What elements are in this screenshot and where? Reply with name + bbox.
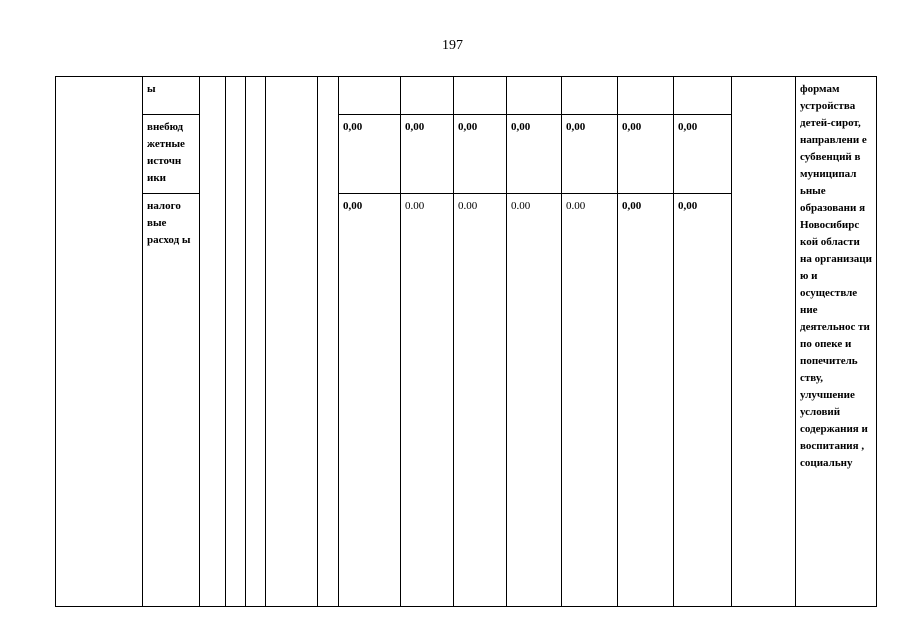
row-label: внебюд жетные источн ики <box>143 115 200 194</box>
empty-cell <box>200 77 226 607</box>
budget-table <box>55 76 877 607</box>
value-cell: 0,00 <box>507 115 562 194</box>
value-cell: 0,00 <box>618 115 674 194</box>
empty-cell <box>732 77 796 607</box>
value-cell: 0,00 <box>562 115 618 194</box>
value-cell: 0,00 <box>674 115 732 194</box>
value-cell: 0.00 <box>507 194 562 607</box>
value-cell <box>339 77 401 115</box>
value-cell <box>401 77 454 115</box>
description-cell: формам устройства детей-сирот, направлени е субвенций в муниципал ьные образовани я Новосибирс кой области на организаци ю и осуществле ние деятельнос ти по опеке и попечитель ству, улучшение условий содержания и воспитания , социальну <box>796 77 877 607</box>
row-label: налого вые расход ы <box>143 194 200 607</box>
value-cell: 0,00 <box>401 115 454 194</box>
value-cell: 0,00 <box>674 194 732 607</box>
value-cell <box>507 77 562 115</box>
table-row <box>56 77 877 115</box>
row-label: ы <box>143 77 200 115</box>
value-cell: 0.00 <box>454 194 507 607</box>
value-cell <box>674 77 732 115</box>
value-cell: 0,00 <box>618 194 674 607</box>
value-cell: 0,00 <box>339 115 401 194</box>
empty-cell <box>226 77 246 607</box>
value-cell: 0,00 <box>339 194 401 607</box>
page-number: 197 <box>442 38 463 53</box>
value-cell: 0,00 <box>454 115 507 194</box>
empty-cell <box>318 77 339 607</box>
value-cell: 0.00 <box>562 194 618 607</box>
value-cell <box>562 77 618 115</box>
value-cell: 0.00 <box>401 194 454 607</box>
empty-cell <box>266 77 318 607</box>
empty-cell <box>246 77 266 607</box>
value-cell <box>454 77 507 115</box>
value-cell <box>618 77 674 115</box>
empty-cell <box>56 77 143 607</box>
